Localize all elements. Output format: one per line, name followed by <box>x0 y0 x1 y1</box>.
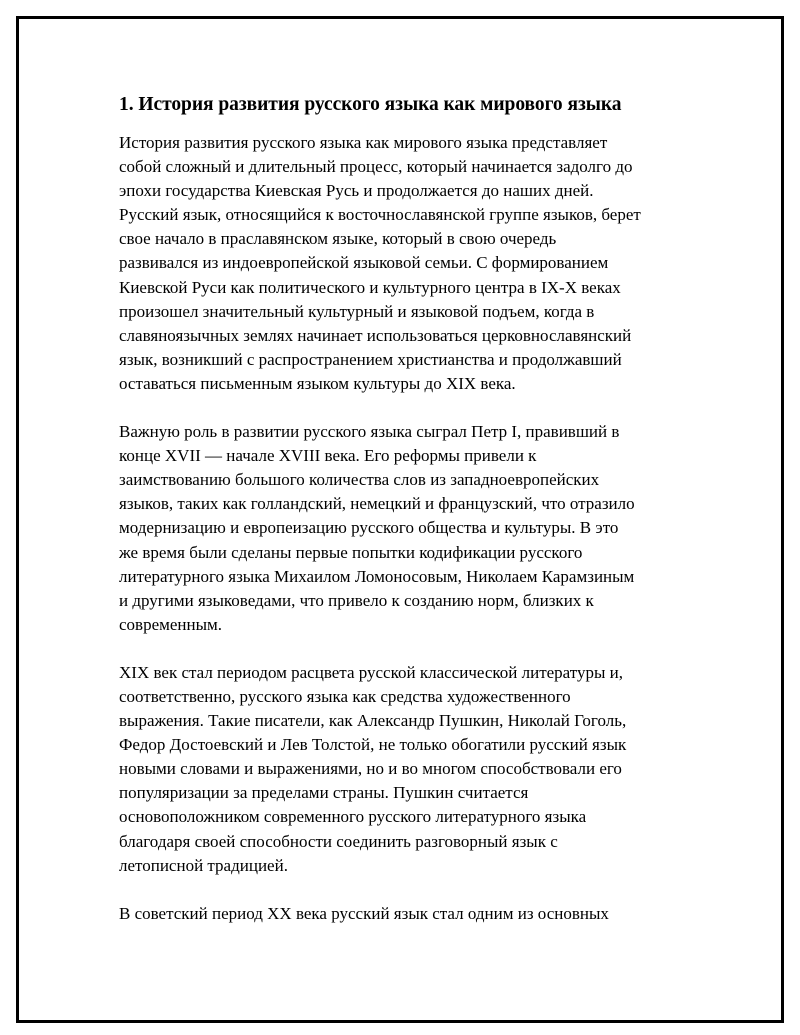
text-line: летописной традицией. <box>119 855 288 875</box>
text-line: собой сложный и длительный процесс, который начинается задолго до <box>119 157 633 177</box>
text-line: и другими языковедами, что привело к созданию норм, близких к <box>119 590 594 610</box>
text-line: История развития русского языка как мирового языка представляет <box>119 133 608 152</box>
text-line: модернизацию и европеизацию русского общества и культуры. В это <box>119 518 619 538</box>
text-line: конце XVII — начале XVIII века. Его реформы привели к <box>119 446 537 466</box>
text-line: литературного языка Михаилом Ломоносовым, Николаем Карамзиным <box>119 566 635 586</box>
text-line: современным. <box>119 614 223 634</box>
paragraph-19th-century <box>119 661 699 878</box>
text-line: выражения. Такие писатели, как Александр Пушкин, Николай Гоголь, <box>119 711 627 731</box>
text-line: же время были сделаны первые попытки кодификации русского <box>119 542 583 562</box>
text-line: славяноязычных землях начинает использоваться церковнославянский <box>119 325 632 345</box>
text-line: соответственно, русского языка как средства художественного <box>119 686 571 706</box>
paragraph-peter-reforms <box>119 420 699 637</box>
paragraph-soviet-period <box>119 902 699 926</box>
paragraph-history-origins <box>119 131 699 396</box>
text-line: эпохи государства Киевская Русь и продолжается до наших дней. <box>119 181 594 201</box>
text-line: Важную роль в развитии русского языка сыграл Петр I, правивший в <box>119 422 620 442</box>
text-line: новыми словами и выражениями, но и во многом способствовали его <box>119 759 622 779</box>
text-line: Русский язык, относящийся к восточнославянской группе языков, берет <box>119 205 641 225</box>
section-heading: 1. История развития русского языка как мирового языка <box>119 94 622 115</box>
text-line: язык, возникший с распространением христианства и продолжавший <box>119 349 622 369</box>
text-line: свое начало в праславянском языке, который в свою очередь <box>119 229 557 249</box>
text-line: основоположником современного русского литературного языка <box>119 807 587 827</box>
text-line: языков, таких как голландский, немецкий и французский, что отразило <box>119 494 635 514</box>
text-line: XIX век стал периодом расцвета русской классической литературы и, <box>119 662 624 682</box>
document-body <box>119 91 699 950</box>
text-line: В советский период XX века русский язык стал одним из основных <box>119 903 609 923</box>
text-line: благодаря своей способности соединить разговорный язык с <box>119 831 558 851</box>
text-line: Киевской Руси как политического и культурного центра в IX-X веках <box>119 277 621 297</box>
text-line: популяризации за пределами страны. Пушкин считается <box>119 783 529 803</box>
text-line: оставаться письменным языком культуры до XIX века. <box>119 373 516 393</box>
text-line: развивался из индоевропейской языковой семьи. С формированием <box>119 253 609 273</box>
text-line: заимствованию большого количества слов из западноевропейских <box>119 470 600 490</box>
text-line: произошел значительный культурный и языковой подъем, когда в <box>119 301 595 321</box>
text-line: Федор Достоевский и Лев Толстой, не только обогатили русский язык <box>119 735 627 755</box>
